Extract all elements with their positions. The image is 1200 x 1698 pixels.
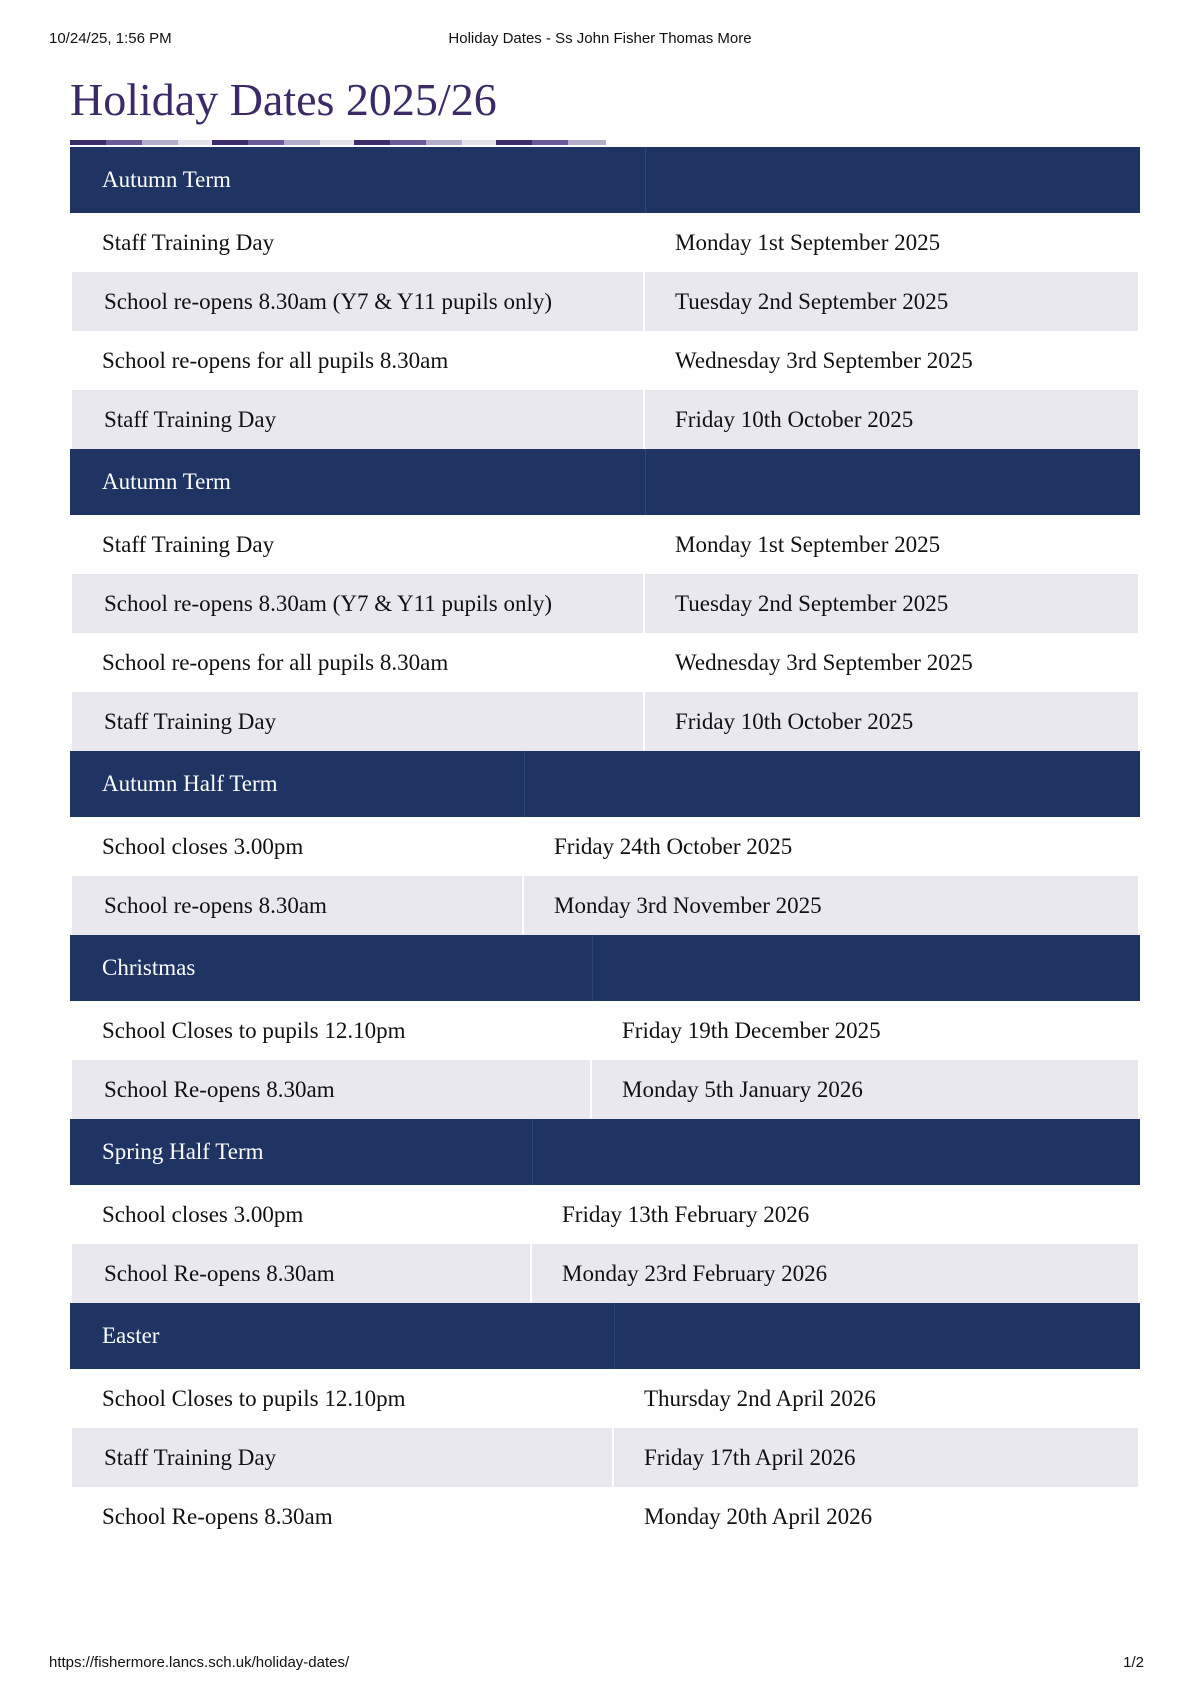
- stripe-segment: [532, 140, 568, 145]
- date-cell: Friday 17th April 2026: [644, 1445, 856, 1470]
- stripe-segment: [354, 140, 390, 145]
- schedule-section: [70, 1303, 1140, 1546]
- table-row: [70, 331, 1140, 390]
- section-title: Autumn Term: [102, 469, 231, 494]
- stripe-segment: [390, 140, 426, 145]
- section-title: Easter: [102, 1323, 160, 1348]
- section-header: [70, 935, 1140, 1001]
- section-header-divider: [592, 935, 593, 1001]
- table-row: [72, 574, 1138, 633]
- section-title: Autumn Half Term: [102, 771, 278, 796]
- event-cell: Staff Training Day: [102, 532, 275, 557]
- event-cell: School re-opens 8.30am (Y7 & Y11 pupils only): [104, 289, 553, 314]
- section-header-divider: [645, 147, 646, 213]
- stripe-segment: [106, 140, 142, 145]
- print-url: https://fishermore.lancs.sch.uk/holiday-dates/: [49, 1654, 350, 1671]
- section-header-divider: [524, 751, 525, 817]
- row-divider: [643, 574, 645, 633]
- schedule-section: [70, 751, 1140, 935]
- stripe-segment: [142, 140, 178, 145]
- schedule-section: [70, 147, 1140, 449]
- page-title: Holiday Dates 2025/26: [70, 74, 497, 125]
- print-page-number: 1/2: [1123, 1654, 1144, 1671]
- date-cell: Friday 10th October 2025: [675, 407, 914, 432]
- section-title: Spring Half Term: [102, 1139, 264, 1164]
- date-cell: Friday 24th October 2025: [554, 834, 793, 859]
- table-row: [70, 1369, 1140, 1428]
- table-row: [72, 1428, 1138, 1487]
- row-divider: [530, 1244, 532, 1303]
- event-cell: School Re-opens 8.30am: [104, 1077, 335, 1102]
- section-header: [70, 147, 1140, 213]
- row-divider: [522, 876, 524, 935]
- schedule-section: [70, 935, 1140, 1119]
- stripe-segment: [462, 140, 496, 145]
- schedule-section: [70, 1119, 1140, 1303]
- stripe-segment: [70, 140, 106, 145]
- date-cell: Thursday 2nd April 2026: [644, 1386, 876, 1411]
- stripe-segment: [284, 140, 320, 145]
- event-cell: School re-opens 8.30am (Y7 & Y11 pupils only): [104, 591, 553, 616]
- event-cell: School re-opens for all pupils 8.30am: [102, 650, 449, 675]
- stripe-segment: [178, 140, 212, 145]
- date-cell: Monday 23rd February 2026: [562, 1261, 828, 1286]
- holiday-dates-table: [70, 147, 1140, 1546]
- event-cell: School closes 3.00pm: [102, 1202, 304, 1227]
- table-row: [70, 1487, 1140, 1546]
- print-page-title: Holiday Dates - Ss John Fisher Thomas More: [448, 30, 752, 47]
- date-cell: Tuesday 2nd September 2025: [675, 591, 949, 616]
- section-header-divider: [532, 1119, 533, 1185]
- table-row: [70, 817, 1140, 876]
- date-cell: Monday 3rd November 2025: [554, 893, 822, 918]
- row-divider: [643, 390, 645, 449]
- date-cell: Monday 5th January 2026: [622, 1077, 863, 1102]
- section-header: [70, 1303, 1140, 1369]
- table-row: [70, 1185, 1140, 1244]
- event-cell: School Closes to pupils 12.10pm: [102, 1018, 406, 1043]
- date-cell: Wednesday 3rd September 2025: [675, 348, 973, 373]
- row-divider: [612, 1428, 614, 1487]
- date-cell: Monday 1st September 2025: [675, 230, 941, 255]
- stripe-segment: [248, 140, 284, 145]
- event-cell: Staff Training Day: [104, 709, 277, 734]
- title-decorative-stripe: [70, 140, 606, 145]
- date-cell: Friday 10th October 2025: [675, 709, 914, 734]
- date-cell: Monday 1st September 2025: [675, 532, 941, 557]
- event-cell: School Closes to pupils 12.10pm: [102, 1386, 406, 1411]
- table-row: [72, 876, 1138, 935]
- table-row: [70, 213, 1140, 272]
- section-header: [70, 449, 1140, 515]
- stripe-segment: [212, 140, 248, 145]
- table-row: [70, 1001, 1140, 1060]
- schedule-section: [70, 449, 1140, 751]
- event-cell: School re-opens for all pupils 8.30am: [102, 348, 449, 373]
- print-footer: [49, 1654, 1151, 1676]
- event-cell: School re-opens 8.30am: [104, 893, 327, 918]
- event-cell: Staff Training Day: [102, 230, 275, 255]
- stripe-segment: [426, 140, 462, 145]
- event-cell: Staff Training Day: [104, 1445, 277, 1470]
- stripe-segment: [568, 140, 606, 145]
- row-divider: [643, 272, 645, 331]
- section-header-divider: [614, 1303, 615, 1369]
- event-cell: School closes 3.00pm: [102, 834, 304, 859]
- event-cell: Staff Training Day: [104, 407, 277, 432]
- date-cell: Tuesday 2nd September 2025: [675, 289, 949, 314]
- row-divider: [590, 1060, 592, 1119]
- date-cell: Monday 20th April 2026: [644, 1504, 873, 1529]
- table-row: [72, 692, 1138, 751]
- section-header: [70, 1119, 1140, 1185]
- table-row: [72, 272, 1138, 331]
- row-divider: [643, 692, 645, 751]
- table-row: [72, 1244, 1138, 1303]
- stripe-segment: [320, 140, 354, 145]
- section-header: [70, 751, 1140, 817]
- section-title: Christmas: [102, 955, 196, 980]
- table-row: [70, 633, 1140, 692]
- section-header-divider: [645, 449, 646, 515]
- event-cell: School Re-opens 8.30am: [102, 1504, 333, 1529]
- event-cell: School Re-opens 8.30am: [104, 1261, 335, 1286]
- section-title: Autumn Term: [102, 167, 231, 192]
- print-datetime: 10/24/25, 1:56 PM: [49, 30, 172, 47]
- table-row: [72, 390, 1138, 449]
- table-row: [70, 515, 1140, 574]
- table-row: [72, 1060, 1138, 1119]
- print-header: [49, 30, 1151, 52]
- stripe-segment: [496, 140, 532, 145]
- date-cell: Friday 19th December 2025: [622, 1018, 881, 1043]
- date-cell: Friday 13th February 2026: [562, 1202, 810, 1227]
- date-cell: Wednesday 3rd September 2025: [675, 650, 973, 675]
